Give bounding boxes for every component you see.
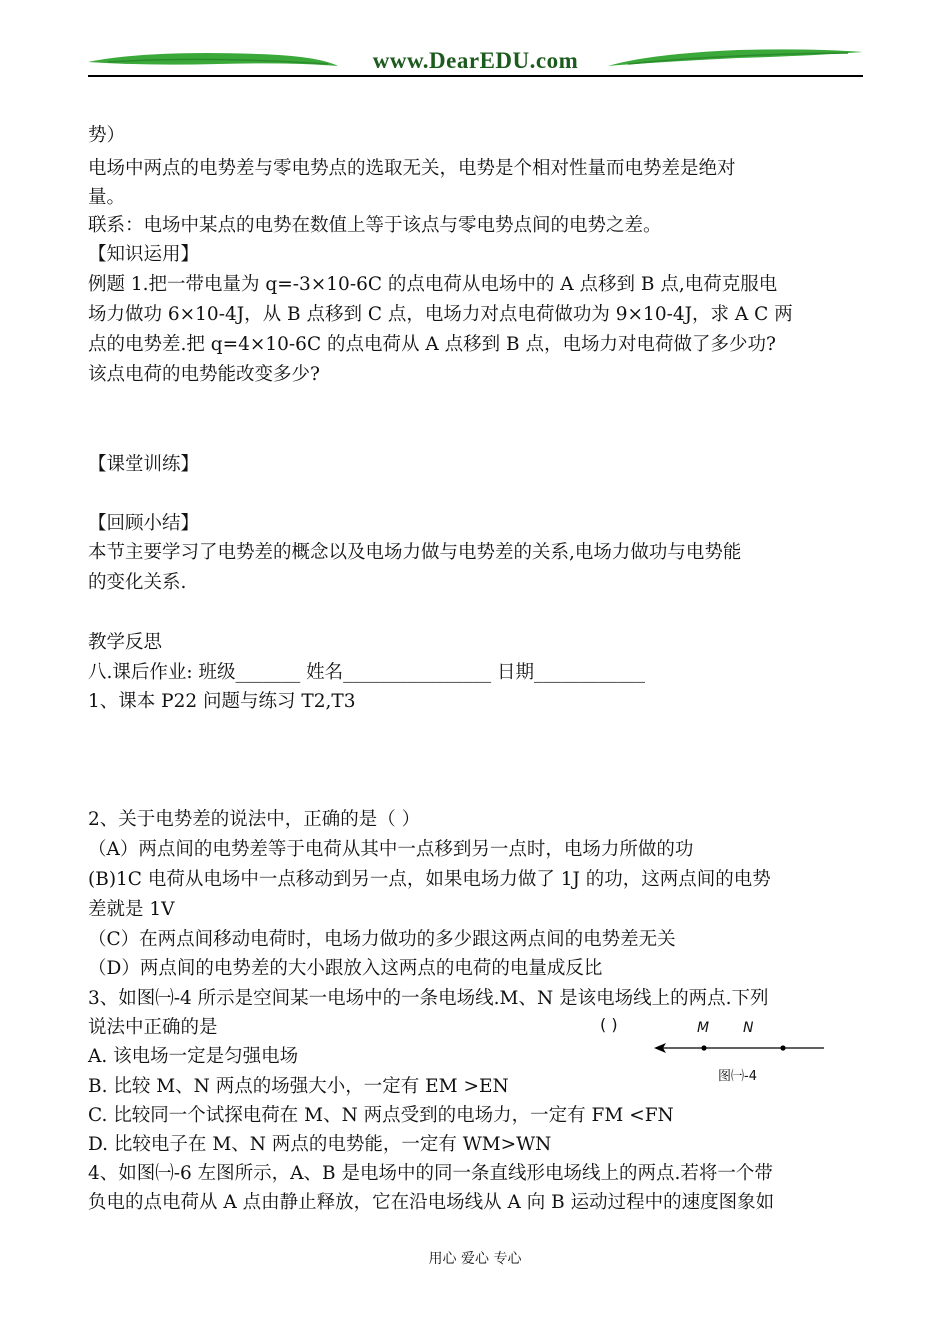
section-heading: 【回顾小结】 [88,513,200,534]
page-footer: 用心 爱心 专心 [428,1251,522,1267]
text-line: 电场中两点的电势差与零电势点的选取无关，电势是个相对性量而电势差是绝对 [88,158,736,179]
text-line: 例题 1.把一带电量为 q=-3×10-6C 的点电荷从电场中的 A 点移到 B 点,电荷克服电 [88,274,778,295]
field-line-figure [600,1015,830,1085]
option-text: （A）两点间的电势差等于电荷从其中一点移到另一点时，电场力所做的功 [88,839,694,860]
question-text: 2、关于电势差的说法中，正确的是（ ） [88,809,421,830]
label-m: M [697,1020,710,1036]
question-text: 说法中正确的是 [88,1017,218,1038]
option-text: 差就是 1V [88,899,175,920]
option-text: (B)1C 电荷从电场中一点移动到另一点，如果电场力做了 1J 的功，这两点间的电势 [88,869,771,890]
site-logo-text: www.DearEDU.com [372,48,579,73]
text-line: 联系：电场中某点的电势在数值上等于该点与零电势点间的电势之差。 [88,215,662,236]
text-line: 1、课本 P22 问题与练习 T2,T3 [88,691,356,712]
text-line: 点的电势差.把 q=4×10-6C 的点电荷从 A 点移到 B 点，电场力对电荷做了多少功? [88,334,776,355]
text-line: 量。 [88,187,126,208]
text-line: 的变化关系. [88,572,187,593]
option-text: A. 该电场一定是匀强电场 [88,1046,299,1067]
question-text: 负电的点电荷从 A 点由静止释放，它在沿电场线从 A 向 B 运动过程中的速度图象如 [88,1192,775,1213]
option-text: D. 比较电子在 M、N 两点的电势能，一定有 WM>WN [88,1134,552,1155]
text-line: 场力做功 6×10-4J，从 B 点移到 C 点，电场力对点电荷做功为 9×10-4J，求 A C 两 [88,304,793,325]
label-n: N [743,1020,754,1036]
option-text: （D）两点间的电势差的大小跟放入这两点的电荷的电量成反比 [88,958,603,979]
header-rule [88,75,863,77]
text-line: 教学反思 [88,632,163,653]
section-heading: 【课堂训练】 [88,454,200,475]
section-heading: 【知识运用】 [88,244,200,265]
question-text: 3、如图㈠-4 所示是空间某一电场中的一条电场线.M、N 是该电场线上的两点.下列 [88,988,769,1009]
site-header-banner [88,40,863,80]
option-text: C. 比较同一个试探电荷在 M、N 两点受到的电场力，一定有 FM <FN [88,1105,674,1126]
field-line-arrow [600,1015,830,1085]
option-text: （C）在两点间移动电荷时，电场力做功的多少跟这两点间的电势差无关 [88,929,676,950]
figure-caption: 图㈠-4 [718,1069,757,1084]
option-text: B. 比较 M、N 两点的场强大小，一定有 EM >EN [88,1076,509,1097]
text-line: 本节主要学习了电势差的概念以及电场力做与电势差的关系,电场力做功与电势能 [88,542,742,563]
text-line: 该点电荷的电势能改变多少? [88,364,320,385]
text-line: 势） [88,125,126,146]
question-text: 4、如图㈠-6 左图所示，A、B 是电场中的同一条直线形电场线上的两点.若将一个带 [88,1163,773,1184]
homework-header: 八.课后作业: 班级_______ 姓名________________ 日期____________ [88,662,646,683]
answer-paren: ( ) [600,1015,618,1034]
